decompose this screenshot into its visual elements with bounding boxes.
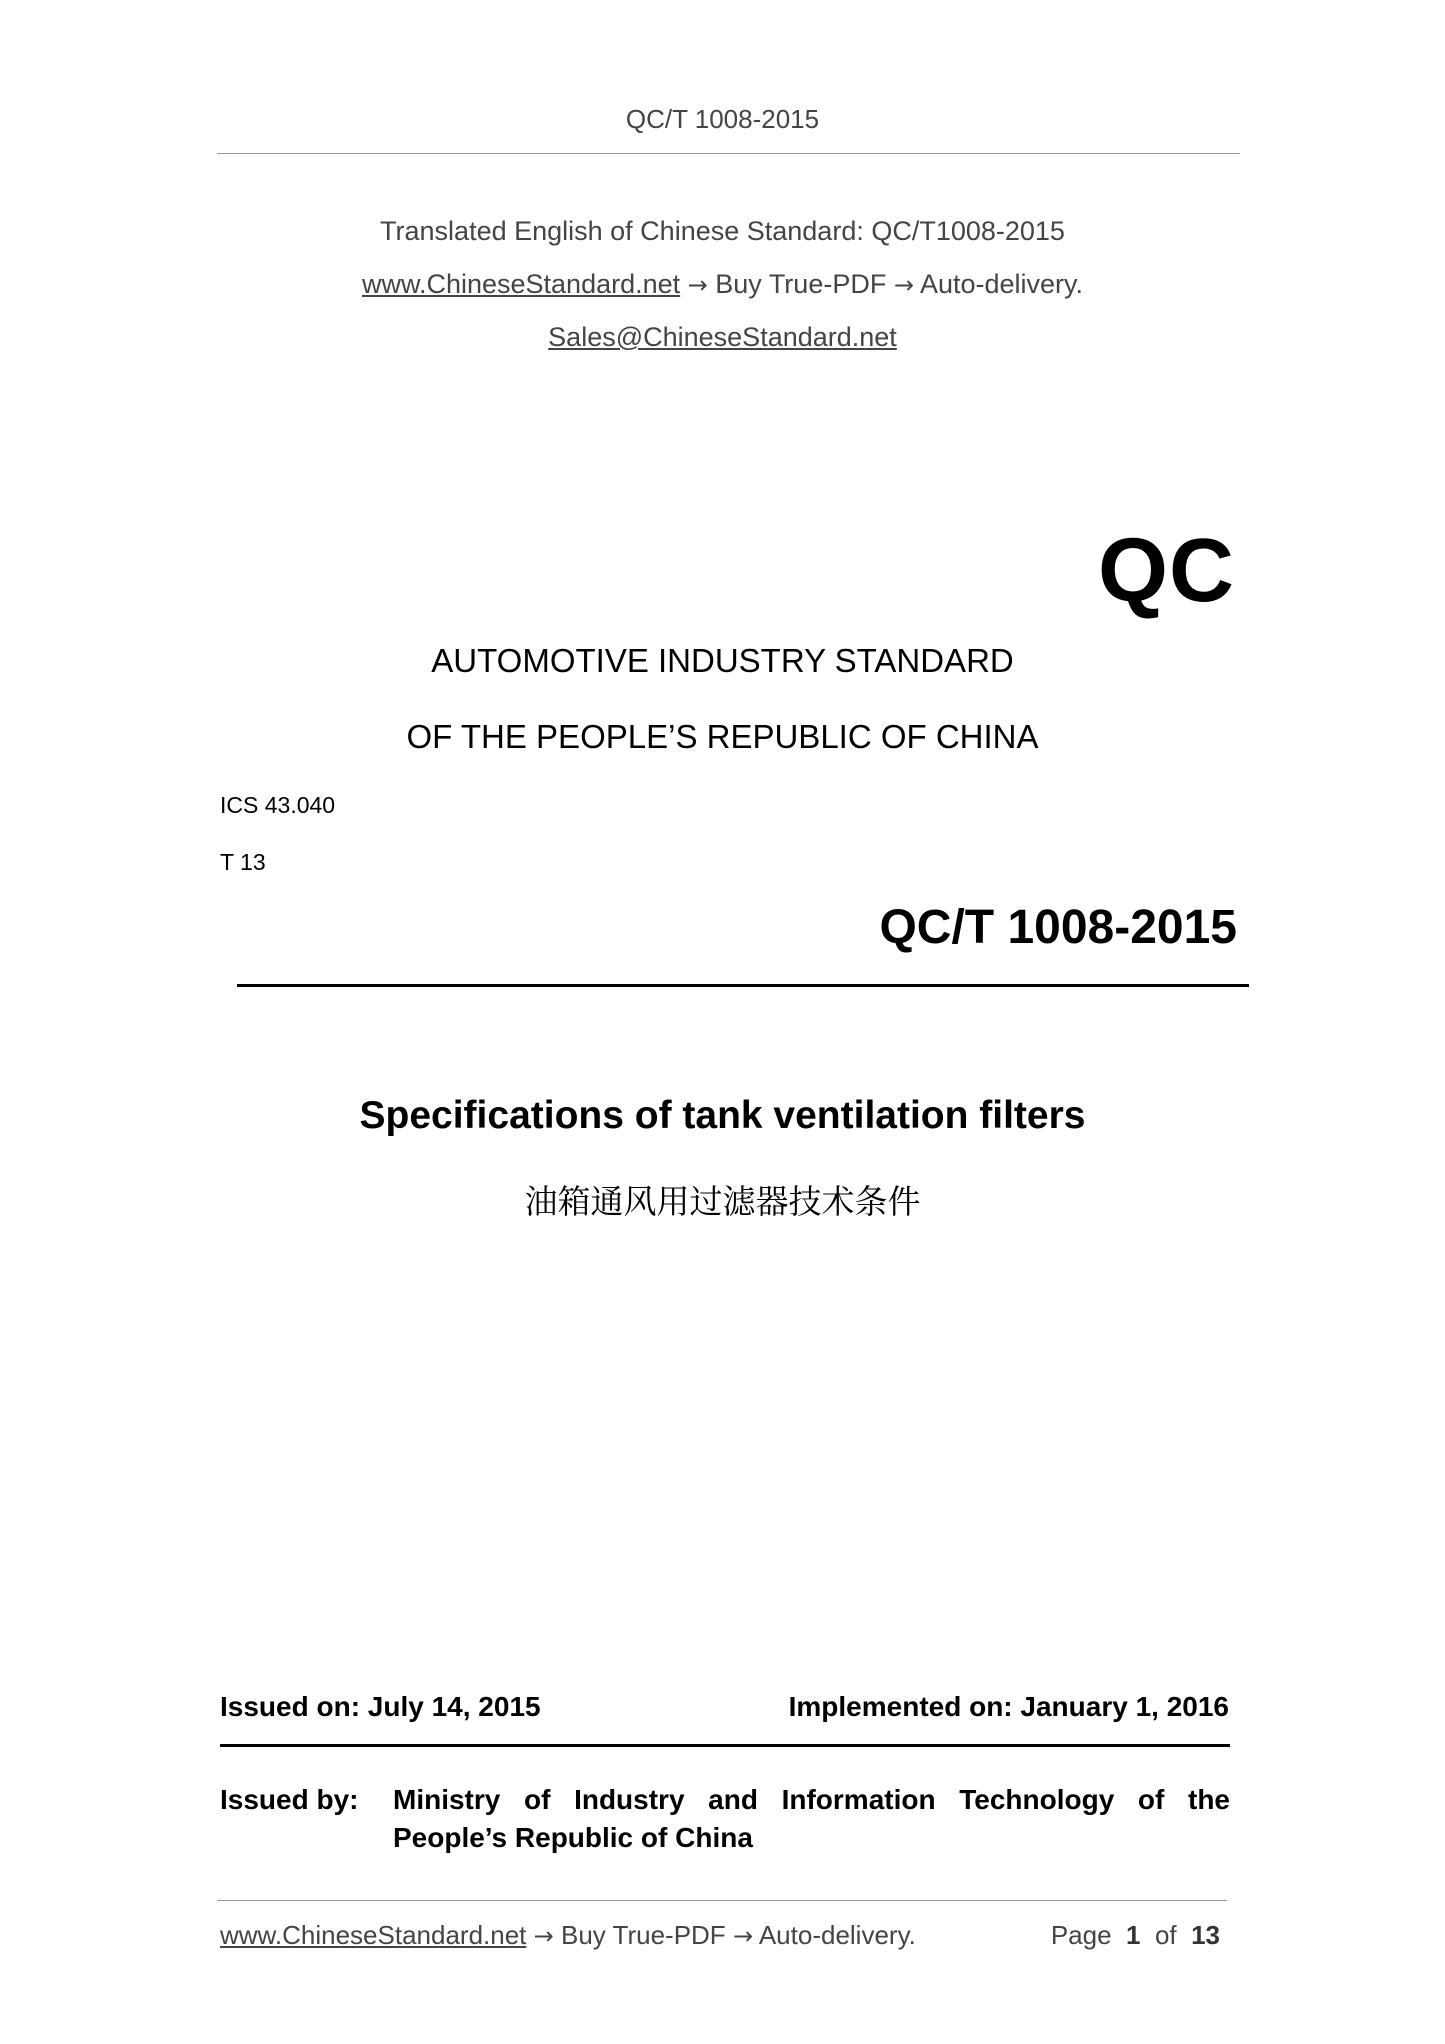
footer-website-link[interactable]: www.ChineseStandard.net <box>220 1920 527 1950</box>
standard-number: QC/T 1008-2015 <box>879 901 1237 954</box>
standard-type-line1: AUTOMOTIVE INDUSTRY STANDARD <box>431 642 1014 679</box>
standard-type-line2: OF THE PEOPLE’S REPUBLIC OF CHINA <box>406 718 1039 755</box>
page-total: 13 <box>1191 1920 1220 1950</box>
document-title-chinese: 油箱通风用过滤器技术条件 <box>524 1182 921 1221</box>
ics-code: ICS 43.040 <box>220 792 336 818</box>
right-arrow-icon: → <box>533 1922 554 1950</box>
translation-note: Translated English of Chinese Standard: QC/T1008-2015 <box>380 216 1065 246</box>
running-header: QC/T 1008-2015 <box>625 104 820 134</box>
category-code: T 13 <box>220 849 266 875</box>
right-arrow-icon: → <box>687 271 708 299</box>
delivery-text: Auto-delivery. <box>919 269 1084 299</box>
issuer-line1: Ministry of Industry and Information Technology of the <box>393 1784 1230 1815</box>
implemented-date: Implemented on: January 1, 2016 <box>788 1691 1229 1722</box>
footer-delivery-text: Auto-delivery. <box>758 1920 916 1950</box>
qc-logo: QC <box>1098 521 1235 621</box>
issued-by-label: Issued by: <box>220 1784 359 1815</box>
footer-purchase-line <box>220 1920 916 1951</box>
header-divider <box>217 153 1240 154</box>
standard-number-divider <box>237 984 1249 987</box>
right-arrow-icon: → <box>732 1922 754 1950</box>
email-link[interactable]: Sales@ChineseStandard.net <box>548 322 897 352</box>
page-of: of <box>1154 1920 1177 1950</box>
website-link[interactable]: www.ChineseStandard.net <box>361 269 681 299</box>
right-arrow-icon: → <box>893 271 914 299</box>
page-current: 1 <box>1126 1920 1141 1950</box>
page-label: Page <box>1050 1920 1112 1950</box>
issuer-line2: People’s Republic of China <box>393 1822 753 1853</box>
page-indicator <box>1051 1920 1220 1951</box>
dates-divider <box>220 1744 1230 1747</box>
email-line <box>0 322 1445 353</box>
document-title-english: Specifications of tank ventilation filters <box>359 1094 1086 1137</box>
purchase-line <box>0 269 1445 300</box>
issued-date: Issued on: July 14, 2015 <box>220 1691 541 1722</box>
footer-divider <box>217 1900 1227 1901</box>
footer-buy-text: Buy True-PDF <box>560 1920 726 1950</box>
buy-text: Buy True-PDF <box>715 269 887 299</box>
